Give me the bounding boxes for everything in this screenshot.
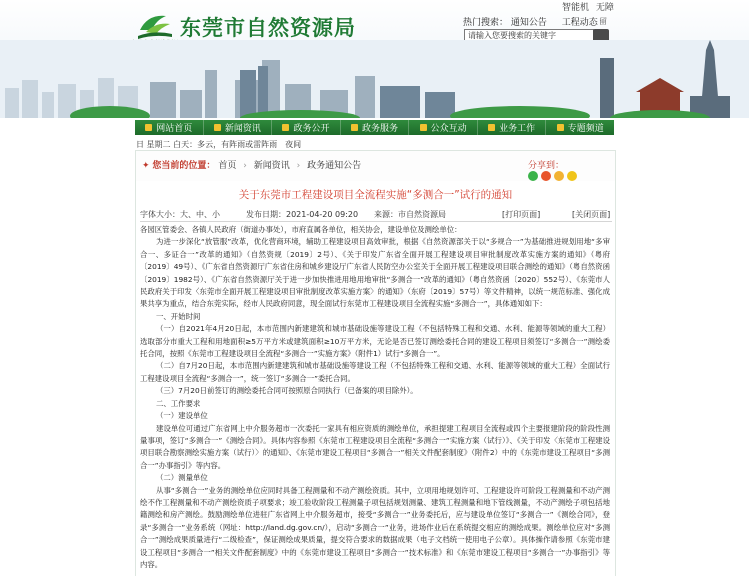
breadcrumb-bar bbox=[136, 151, 615, 181]
smart-device-link[interactable]: 智能机 bbox=[562, 3, 590, 13]
section-heading: 一、开始时间 bbox=[156, 311, 201, 321]
nav-label: 网站首页 bbox=[156, 124, 193, 134]
nav-label: 专题频道 bbox=[567, 124, 604, 134]
font-size-control[interactable]: 字体大小：大、中、小 bbox=[140, 210, 220, 219]
main-nav bbox=[135, 120, 614, 135]
hot-search-row bbox=[463, 15, 598, 28]
nav-label: 新闻资讯 bbox=[224, 124, 261, 134]
paragraph: （二）自7月20日起，本市范围内新建建筑和城市基础设施等建设工程（不包括特殊工程和交通、水利、能源等领域的重大工程）全面试行工程建设项目全流程“多测合一”，统一签订“多测合一”委托合同。 bbox=[140, 361, 610, 383]
article-panel bbox=[135, 150, 616, 576]
paragraph: 各园区管委会、各镇人民政府（街道办事处），市府直属各单位，相关协会，建设单位及测绘单位： bbox=[140, 225, 462, 234]
breadcrumb-notices[interactable]: 政务通知公告 bbox=[307, 161, 362, 171]
weibo-icon[interactable] bbox=[541, 171, 551, 181]
search-input[interactable]: 请输入您要搜索的关键字 bbox=[464, 29, 594, 43]
paragraph: 为进一步深化“放管服”改革，优化营商环境，辅助工程建设项目高效审批，根据《自然资源部关于以“多规合一”为基础推进规划用地“多审合一、多证合一”改革的通知》（自然资规〔2019〕2号）、《关于印发广东省全面开展工程建设项目审批制度改革实施方案的通知》（粤府〔2019〕49号）、《广东省自然资源厅广东省住房和城乡建设厅广东省人民防空办公室关于全面开展工程建设项目联合测绘的通知》（粤自然资函〔2019〕1982号）、《广东省自然资源厅关于进一步加快推进用地用地审批“多测合一”改革的通知》（粤自然资函〔2020〕552号）、《东莞市人民政府关于印发〈东莞市全面开展工程建设项目审批制度改革实施方案〉的通知》（东府〔2019〕57号）等文件精神，以统一规范标准、强化成果共享为重点，结合东莞实际，经市人民政府同意，现全面试行东莞市工程建设项目全流程实施“多测合一”，具体通知如下： bbox=[140, 237, 610, 309]
top-links bbox=[558, 0, 614, 13]
breadcrumb-label: 您当前的位置： bbox=[152, 161, 216, 171]
share-icons bbox=[528, 171, 577, 181]
paragraph: （一）自2021年4月20日起，本市范围内新建建筑和城市基础设施等建设工程（不包括特殊工程和交通、水利、能源等领域的重大工程）选取部分市重大工程和用地面积≥5万平方米或建筑面积≥10万平方米，无论是否已签订测绘委托合同的建设工程项目须签订“多测合一”测绘委托合同，按照《东莞市工程建设项目全流程“多测合一”实施方案》（附件1）试行“多测合一”。 bbox=[140, 324, 610, 359]
accessibility-link[interactable]: 无障 bbox=[595, 3, 614, 13]
publish-date: 发布日期：2021-04-20 09:20 bbox=[246, 210, 359, 219]
hot-link-projects[interactable]: 工程动态 bbox=[561, 18, 598, 28]
home-small-icon: ✦ bbox=[142, 161, 150, 171]
section-heading: 二、工作要求 bbox=[156, 398, 201, 408]
article-source: 来源：市自然资源局 bbox=[374, 210, 446, 219]
nav-label: 业务工作 bbox=[499, 124, 536, 134]
nav-home[interactable] bbox=[135, 120, 204, 135]
nav-label: 政务服务 bbox=[362, 124, 399, 134]
sub-heading: （二）测量单位 bbox=[156, 473, 208, 483]
hot-search-label: 热门搜索： bbox=[463, 18, 509, 28]
article-body bbox=[140, 224, 610, 571]
paragraph: （三）7月20日前签订的测绘委托合同可按照原合同执行（已备案的项目除外）。 bbox=[156, 386, 418, 396]
site-title[interactable]: 东莞市自然资源局 bbox=[180, 15, 356, 40]
message-link[interactable]: 留 bbox=[599, 17, 607, 26]
site-logo-icon[interactable] bbox=[136, 10, 174, 40]
nav-label: 政务公开 bbox=[293, 124, 330, 134]
nav-business[interactable] bbox=[478, 120, 547, 135]
nav-label: 公众互动 bbox=[430, 124, 467, 134]
breadcrumb-news[interactable]: 新闻资讯 bbox=[253, 161, 290, 171]
breadcrumb-home[interactable]: 首页 bbox=[218, 161, 237, 171]
topic-icon bbox=[557, 124, 564, 131]
nav-topics[interactable] bbox=[546, 120, 614, 135]
breadcrumb bbox=[142, 158, 361, 171]
qzone-icon[interactable] bbox=[554, 171, 564, 181]
document-icon bbox=[282, 124, 289, 131]
nav-gov-services[interactable] bbox=[341, 120, 410, 135]
more-share-icon[interactable] bbox=[567, 171, 577, 181]
site-header bbox=[0, 0, 749, 118]
close-page-link[interactable]: [关闭页面] bbox=[572, 210, 611, 219]
weather-ticker: 日 星期二 白天：多云，有阵雨或雷阵雨 夜间 bbox=[136, 140, 302, 149]
print-page-link[interactable]: [打印页面] bbox=[502, 210, 541, 219]
nav-gov-affairs[interactable] bbox=[272, 120, 341, 135]
service-icon bbox=[351, 124, 358, 131]
share-label: 分享到： bbox=[528, 161, 565, 171]
hot-link-notices[interactable]: 通知公告 bbox=[510, 18, 547, 28]
article-title: 关于东莞市工程建设项目全流程实施“多测合一”试行的通知 bbox=[238, 189, 513, 201]
sub-heading: （一）建设单位 bbox=[156, 411, 208, 421]
chevron-right-icon: › bbox=[243, 161, 247, 171]
news-icon bbox=[214, 124, 221, 131]
chevron-right-icon: › bbox=[296, 161, 301, 171]
article-meta bbox=[140, 209, 612, 222]
nav-interaction[interactable] bbox=[409, 120, 478, 135]
briefcase-icon bbox=[488, 124, 495, 131]
wechat-icon[interactable] bbox=[528, 171, 538, 181]
home-icon bbox=[145, 124, 152, 131]
paragraph: 建设单位可通过广东省网上中介服务超市一次委托一家具有相应资质的测绘单位，承担提建工程项目全流程或四个主要报建阶段的阶段性测量事项，签订“多测合一”《测绘合同》。具体内容参照《东莞市工程建设项目全流程“多测合一”实施方案（试行）》、《关于印发〈东莞市工程建设项目联合勘察测绘实施方案（试行）〉的通知》、《东莞市建设工程项目“多测合一”相关文件配套制度》（附件2）中的《东莞市建设工程项目“多测合一”办事指引》等内容。 bbox=[140, 423, 610, 470]
city-skyline-banner bbox=[0, 40, 749, 118]
paragraph: 从事“多测合一”业务的测绘单位应同时具备工程测量和不动产测绘资质。其中，立项用地规划许可、工程建设许可阶段工程测量和不动产测绘不作工程测量和不动产测绘资质子项要求；竣工验收阶段工程测量子项包括规划测量、建筑工程测量和地下管线测量，不动产测绘子项包括地籍测绘和房产测绘。鼓励测绘单位进驻广东省网上中介服务超市，接受“多测合一”业务委托后，应与建设单位签订“多测合一”《测绘合同》，登录“多测合一”业务系统（网址：http://land.dg.gov.cn/），启动“多测合一”业务，进场作业后在系统提交相应的测绘成果。测绘单位应对“多测合一”测绘成果质量进行“二级检查”，保证测绘成果质量，提交符合要求的数据成果（电子文档统一使用电子公章）。具体操作请参照《东莞市建设工程项目“多测合一”相关文件配套制度》中的《东莞市建设工程项目“多测合一”技术标准》和《东莞市建设工程项目“多测合一”办事指引》等内容。 bbox=[140, 485, 610, 569]
nav-news[interactable] bbox=[204, 120, 273, 135]
chat-icon bbox=[420, 124, 427, 131]
